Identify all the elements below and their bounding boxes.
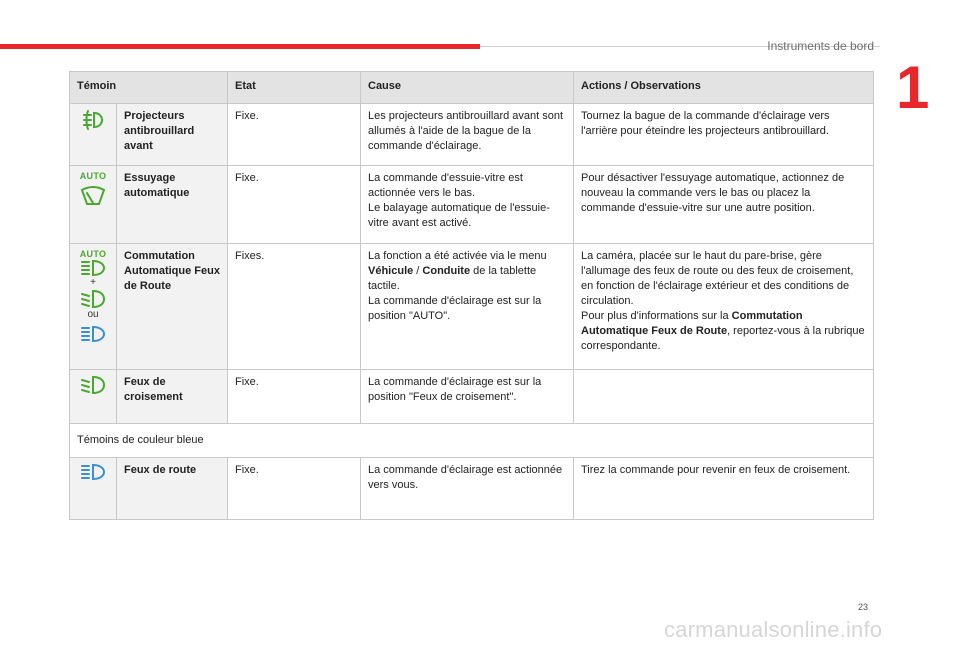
- column-header-temoin: Témoin: [70, 72, 228, 104]
- section-title: Instruments de bord: [767, 39, 874, 53]
- auto-wiper-icon: [80, 185, 106, 207]
- cause-text: /: [413, 265, 423, 277]
- indicator-name: Projecteurs antibrouillard avant: [117, 104, 228, 166]
- indicator-name: Commutation Automatique Feux de Route: [117, 244, 228, 370]
- high-beam-blue-icon: [79, 463, 107, 481]
- indicator-actions: Tournez la bague de la commande d'éclairage vers l'arrière pour éteindre les projecteurs antibrouillard.: [574, 104, 874, 166]
- indicator-state: Fixe.: [228, 104, 361, 166]
- cause-paragraph: La commande d'éclairage est sur la position "AUTO".: [368, 295, 542, 322]
- indicator-table: [69, 71, 874, 520]
- table-row: [70, 166, 874, 244]
- indicator-state: Fixe.: [228, 458, 361, 520]
- column-header-cause: Cause: [361, 72, 574, 104]
- low-beam-green-icon: [79, 289, 107, 309]
- indicator-icon-cell: [70, 244, 117, 370]
- table-row: [70, 244, 874, 370]
- indicator-icon-cell: [70, 458, 117, 520]
- indicator-name: Feux de route: [117, 458, 228, 520]
- indicator-cause: La commande d'éclairage est sur la position "Feux de croisement".: [361, 370, 574, 424]
- cause-text: de la tablette tactile.: [368, 265, 537, 292]
- column-header-etat: Etat: [228, 72, 361, 104]
- or-label: ou: [87, 309, 99, 320]
- indicator-state: Fixe.: [228, 166, 361, 244]
- indicator-cause: [361, 166, 574, 244]
- section-row: [70, 424, 874, 458]
- indicator-state: Fixe.: [228, 370, 361, 424]
- indicator-name: Essuyage automatique: [117, 166, 228, 244]
- page-number: 23: [858, 602, 869, 612]
- chapter-accent-bar: [0, 44, 480, 49]
- indicator-actions: Pour désactiver l'essuyage automatique, actionnez de nouveau la commande vers le bas ou placez la commande d'essuie-vitre sur une autre position.: [574, 166, 874, 244]
- low-beam-green-icon: [79, 375, 107, 395]
- plus-sign: +: [90, 277, 96, 288]
- indicator-cause: La commande d'éclairage est actionnée vers vous.: [361, 458, 574, 520]
- auto-label: AUTO: [79, 171, 107, 181]
- actions-paragraph: La caméra, placée sur le haut du pare-brise, gère l'allumage des feux de route ou des feux de croisement, en fonction de l'éclairage extérieur et des conditions de circulation.: [581, 250, 854, 307]
- high-beam-blue-icon: [79, 325, 107, 343]
- cause-text: La fonction a été activée via le menu: [368, 250, 547, 262]
- column-header-actions: Actions / Observations: [574, 72, 874, 104]
- table-row: [70, 104, 874, 166]
- indicator-name: Feux de croisement: [117, 370, 228, 424]
- table-row: [70, 458, 874, 520]
- indicator-actions: [574, 370, 874, 424]
- cause-paragraph: [368, 249, 566, 294]
- indicator-cause: Les projecteurs antibrouillard avant sont allumés à l'aide de la bague de la commande d'éclairage.: [361, 104, 574, 166]
- feature-name: Commutation Automatique Feux de Route: [581, 310, 803, 337]
- menu-name-vehicule: Véhicule: [368, 265, 414, 277]
- indicator-state: Fixes.: [228, 244, 361, 370]
- indicator-icon-cell: [70, 104, 117, 166]
- high-beam-green-icon: [79, 259, 107, 277]
- table-row: [70, 370, 874, 424]
- indicator-icon-cell: [70, 370, 117, 424]
- fog-light-green-icon: [81, 109, 105, 131]
- indicator-icon-cell: [70, 166, 117, 244]
- indicator-actions: [574, 244, 874, 370]
- cause-line: La commande d'essuie-vitre est actionnée vers le bas.: [368, 172, 523, 199]
- menu-name-conduite: Conduite: [422, 265, 471, 277]
- actions-text: , reportez-vous à la rubrique correspondante.: [581, 325, 865, 352]
- indicator-cause: [361, 244, 574, 370]
- actions-paragraph: [581, 309, 866, 354]
- indicator-actions: Tirez la commande pour revenir en feux de croisement.: [574, 458, 874, 520]
- actions-text: Pour plus d'informations sur la: [581, 310, 732, 322]
- section-label: Témoins de couleur bleue: [70, 424, 874, 458]
- cause-line: Le balayage automatique de l'essuie-vitre avant est activé.: [368, 202, 550, 229]
- watermark: carmanualsonline.info: [664, 617, 883, 642]
- chapter-number: 1: [896, 54, 930, 121]
- auto-label: AUTO: [79, 249, 107, 259]
- table-header-row: [70, 72, 874, 104]
